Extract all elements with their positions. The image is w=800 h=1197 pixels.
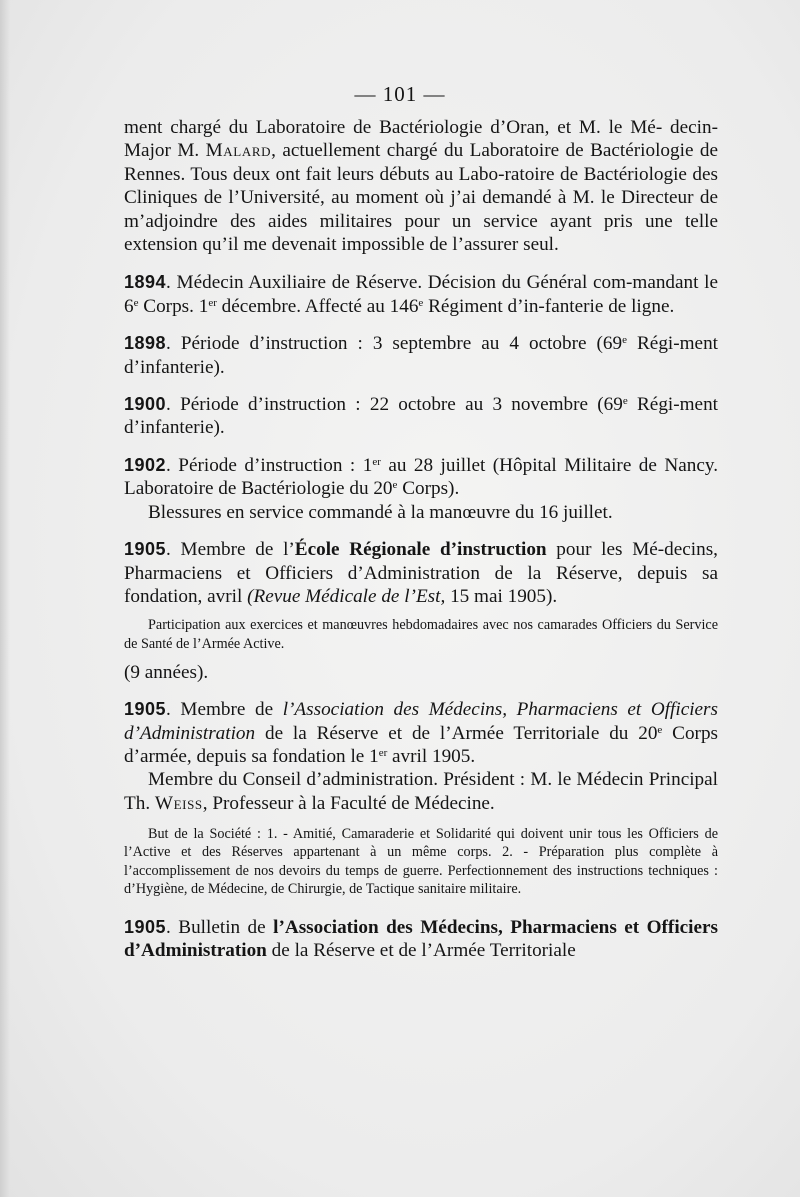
entry-year: 1894 [124,272,167,293]
superscript: e [622,395,628,408]
entry-text: Régi-ment d’infanterie). [124,333,718,378]
entry-text: . Période d’instruction : 3 septembre au 4 octobre (69 [166,333,623,355]
person-name-malard: Malard [205,140,272,162]
entry-1905-ecole-note: Participation aux exercices et manœuvres hebdomadaires avec nos camarades Officiers du Service de Santé de l’Armée Active. [124,617,718,652]
superscript: er [372,455,381,468]
page-text [124,116,718,963]
entry-text: , Professeur à la Faculté de Médecine. [202,792,495,814]
entry-year: 1900 [124,394,167,415]
entry-1902-injury: Blessures en service commandé à la manœuvre du 16 juillet. [148,501,613,523]
entry-1905-bulletin [124,916,718,963]
entry-text: . Membre de [166,699,283,721]
superscript: e [657,723,663,736]
entry-text: . Médecin Auxiliaire de Réserve. Décision du Général com-mandant le 6 [124,272,718,317]
intro-paragraph [124,116,718,256]
entry-year: 1905 [124,699,167,720]
entry-text: au 28 juillet (Hôpital Militaire de Nancy. Laboratoire de Bactériologie du 20 [124,454,718,500]
entry-text: de la Réserve et de l’Armée Territoriale du 20 [255,722,658,744]
entry-text: . Période d’instruction : 1 [166,454,373,476]
entry-text: . Membre de l’ [166,539,295,561]
entry-text: . Période d’instruction : 22 octobre au 3 novembre (69 [166,394,623,416]
person-name-weiss: Weiss [154,792,203,814]
superscript: e [392,479,398,492]
entry-year: 1902 [124,454,167,475]
entry-text: pour les Mé-decins, Pharmaciens et Officiers d’Administration de la Réserve, depuis sa fondation, avril [124,539,718,607]
superscript: er [208,296,217,309]
superscript: e [133,296,139,309]
entry-text: . Bulletin de [166,916,274,938]
entry-year: 1905 [124,539,167,560]
intro-line-1: ment chargé du Laboratoire de Bactériologie d’Oran, et M. le Mé- [124,117,663,138]
entry-text: avril 1905. [387,745,476,767]
entry-1900 [124,393,718,440]
intro-text-a: decin-Major M. [124,117,718,162]
entry-text: Corps. 1 [138,295,209,317]
intro-text-b: , actuellement chargé du Laboratoire de Bactériologie de Rennes. Tous deux ont fait leurs débuts au Labo-ratoire de Bactériologie des Cliniques de l’Université, au moment où j’ai demandé à M. le Directeur de m’adjoindre des aides militaires pour un service ayant pris une telle extension qu’il me devenait impossible de l’assurer seul. [124,140,719,256]
entry-year: 1905 [124,916,167,937]
entry-text: décembre. Affecté au 146 [216,295,419,317]
entry-bold-text: École Régionale d’instruction [294,539,547,561]
entry-1905-ecole [124,538,718,608]
entry-1902 [124,454,718,501]
entry-text: 15 mai 1905). [445,585,558,607]
entry-1905-association [124,698,718,768]
entry-text: Régi-ment d’infanterie). [124,394,718,439]
page-edge-shadow [0,0,10,1197]
entry-1905-association-note: But de la Société : 1. - Amitié, Camaraderie et Solidarité qui doivent unir tous les Officiers de l’Active et des Réserves appartenant à un même corps. 2. - Préparation plus complète à l’accomplissement de nos devoirs du temps de guerre. Perfectionnement des instructions techniques : d’Hygiène, de Médecine, de Chirurgie, de Tactique sanitaire militaire. [124,826,718,897]
entry-text: Corps). [397,478,460,500]
entry-text: Membre du Conseil d’administration. Président : M. le Médecin Principal Th. [124,769,718,814]
entry-1905-ecole-duration: (9 années). [124,661,209,683]
entry-1894 [124,271,718,318]
entry-text: Corps d’armée, depuis sa fondation le 1 [124,722,718,767]
entry-1905-association-council [124,768,718,815]
entry-italic-text: l’Association des Médecins, Pharmaciens et Officiers d’Administration [124,699,718,744]
superscript: e [418,296,424,309]
entry-1898 [124,332,718,379]
page-number: — 101 — [354,82,446,106]
entry-year: 1898 [124,333,167,354]
entry-text: Régiment d’in-fanterie de ligne. [423,295,675,317]
superscript: e [622,334,627,347]
entry-italic-text: (Revue Médicale de l’Est, [247,585,446,607]
superscript: er [378,746,388,759]
entry-bold-text: l’Association des Médecins, Pharmaciens et Officiers d’Administration [124,916,719,962]
entry-text: de la Réserve et de l’Armée Territoriale [266,940,576,962]
